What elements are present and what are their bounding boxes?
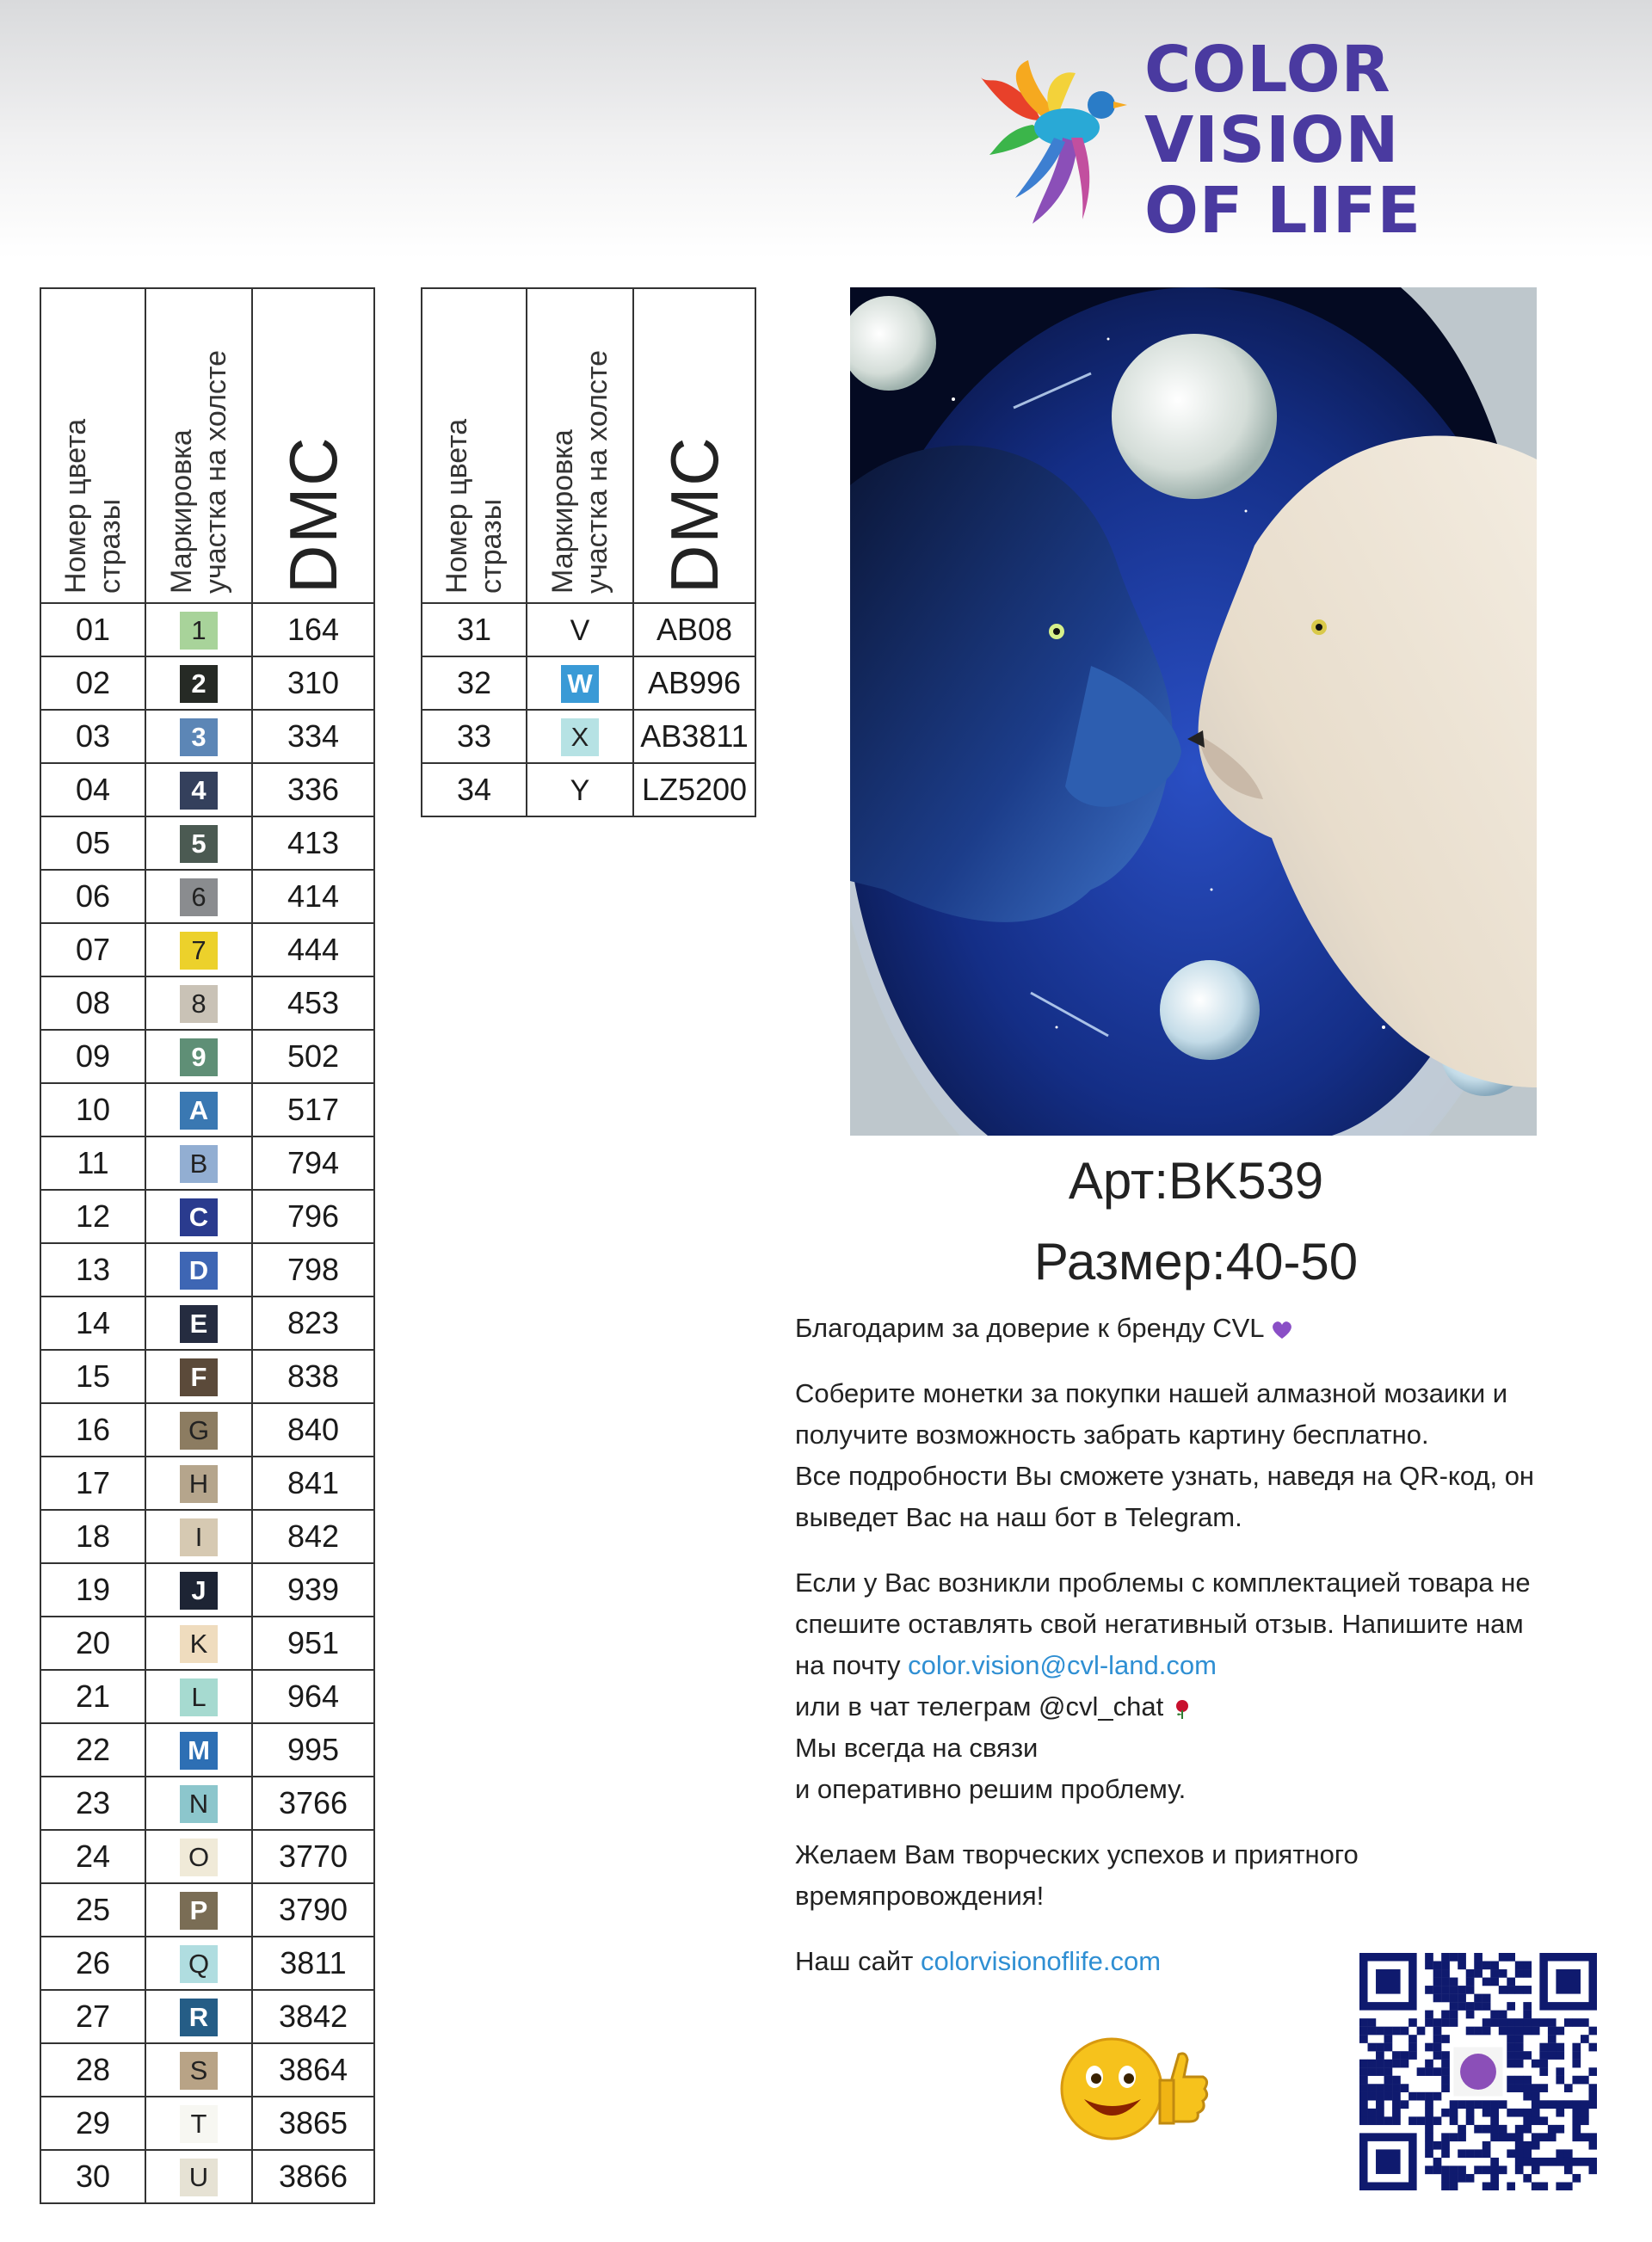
legend-row xyxy=(40,603,374,656)
color-swatch: I xyxy=(180,1518,218,1556)
header-number xyxy=(422,288,527,603)
purple-heart-icon xyxy=(1271,1320,1293,1340)
marking-cell xyxy=(145,923,252,976)
color-swatch: B xyxy=(180,1145,218,1183)
color-number: 15 xyxy=(40,1350,145,1403)
legend-row xyxy=(40,1510,374,1563)
brand-logo xyxy=(981,26,1422,248)
color-number: 24 xyxy=(40,1830,145,1883)
dmc-code: 823 xyxy=(252,1297,374,1350)
legend-row xyxy=(40,2043,374,2097)
legend-row xyxy=(40,1723,374,1777)
color-swatch: 7 xyxy=(180,932,218,970)
issue-line-6: и оперативно решим проблему. xyxy=(795,1774,1187,1804)
dmc-code: 3865 xyxy=(252,2097,374,2150)
marking-cell xyxy=(145,1243,252,1297)
legend-row xyxy=(40,710,374,763)
bird-logo-icon xyxy=(981,52,1127,224)
dmc-code: 3811 xyxy=(252,1937,374,1990)
legend-row xyxy=(40,1243,374,1297)
marking-cell xyxy=(145,1777,252,1830)
issue-line-1: Если у Вас возникли проблемы с комплектацией товара не xyxy=(795,1568,1531,1598)
color-number: 31 xyxy=(422,603,527,656)
info-text xyxy=(795,1308,1621,2006)
marking-cell xyxy=(145,2043,252,2097)
marking-cell xyxy=(145,870,252,923)
marking-cell xyxy=(145,1190,252,1243)
color-swatch: K xyxy=(180,1625,218,1663)
color-swatch: C xyxy=(180,1198,218,1236)
color-number: 11 xyxy=(40,1136,145,1190)
color-swatch: D xyxy=(180,1252,218,1290)
color-swatch: J xyxy=(180,1572,218,1610)
dmc-code: 336 xyxy=(252,763,374,816)
coins-line-1: Соберите монетки за покупки нашей алмазной мозаики и xyxy=(795,1378,1508,1408)
legend-row xyxy=(40,1563,374,1617)
header-marking xyxy=(527,288,633,603)
site-link[interactable]: colorvisionoflife.com xyxy=(920,1946,1162,1976)
color-number: 23 xyxy=(40,1777,145,1830)
color-number: 20 xyxy=(40,1617,145,1670)
color-number: 09 xyxy=(40,1030,145,1083)
color-swatch: 8 xyxy=(180,985,218,1023)
product-image-lions xyxy=(850,287,1537,1136)
marking-cell xyxy=(527,656,633,710)
dmc-code: 414 xyxy=(252,870,374,923)
marking-cell xyxy=(145,2150,252,2203)
header-dmc-text: DMC xyxy=(275,435,351,594)
color-legend-table-right xyxy=(421,287,756,817)
marking-cell xyxy=(145,1350,252,1403)
marking-cell xyxy=(145,1830,252,1883)
header-dmc-text: DMC xyxy=(656,435,732,594)
marking-cell xyxy=(145,1083,252,1136)
marking-cell xyxy=(527,763,633,816)
color-number: 12 xyxy=(40,1190,145,1243)
header-marking-text xyxy=(546,350,614,594)
legend-row xyxy=(40,1136,374,1190)
header-number-line-2: стразы xyxy=(94,498,126,594)
marking-cell xyxy=(145,1937,252,1990)
legend-row xyxy=(40,870,374,923)
legend-row xyxy=(40,1297,374,1350)
dmc-code: 838 xyxy=(252,1350,374,1403)
color-number: 21 xyxy=(40,1670,145,1723)
size-label: Размер:40-50 xyxy=(1033,1233,1359,1290)
header-number-text xyxy=(59,419,127,594)
color-swatch: 9 xyxy=(180,1038,218,1076)
color-number: 16 xyxy=(40,1403,145,1457)
marking-cell xyxy=(145,1617,252,1670)
color-swatch: R xyxy=(180,1999,218,2036)
wish-paragraph xyxy=(795,1834,1621,1917)
issue-line-2: спешите оставлять свой негативный отзыв. Напишите нам xyxy=(795,1609,1524,1639)
header-number-line-1: Номер цвета xyxy=(59,418,92,594)
coins-paragraph xyxy=(795,1373,1621,1538)
color-number: 10 xyxy=(40,1083,145,1136)
marking-cell xyxy=(145,1723,252,1777)
smiley-thumbs-up-icon xyxy=(1058,2029,1213,2149)
color-swatch: E xyxy=(180,1305,218,1343)
color-number: 01 xyxy=(40,603,145,656)
color-number: 18 xyxy=(40,1510,145,1563)
legend-row xyxy=(40,976,374,1030)
wish-line-1: Желаем Вам творческих успехов и приятного xyxy=(795,1839,1359,1869)
coins-line-4: выведет Вас на наш бот в Telegram. xyxy=(795,1502,1242,1532)
color-swatch: L xyxy=(180,1678,218,1716)
issue-line-3-prefix: на почту xyxy=(795,1650,909,1680)
legend-row xyxy=(40,1670,374,1723)
color-swatch: T xyxy=(180,2105,218,2143)
dmc-code: 413 xyxy=(252,816,374,870)
color-swatch: F xyxy=(180,1358,218,1396)
email-link[interactable]: color.vision@cvl-land.com xyxy=(908,1650,1217,1680)
issue-line-5: Мы всегда на связи xyxy=(795,1733,1039,1763)
header-marking-line-1: Маркировка xyxy=(546,429,579,594)
color-number: 17 xyxy=(40,1457,145,1510)
legend-row xyxy=(40,1190,374,1243)
legend-row xyxy=(40,1030,374,1083)
color-swatch: 6 xyxy=(180,878,218,916)
article-number: Арт:BK539 xyxy=(1068,1152,1324,1210)
legend-row xyxy=(40,656,374,710)
color-legend-table-left xyxy=(40,287,375,2204)
dmc-code: 3766 xyxy=(252,1777,374,1830)
color-swatch: W xyxy=(561,665,599,703)
marking-cell xyxy=(145,1510,252,1563)
color-number: 33 xyxy=(422,710,527,763)
color-number: 05 xyxy=(40,816,145,870)
logo-wordmark xyxy=(1144,34,1421,246)
legend-row xyxy=(40,1617,374,1670)
color-number: 32 xyxy=(422,656,527,710)
color-swatch: 2 xyxy=(180,665,218,703)
legend-row xyxy=(40,923,374,976)
header-number xyxy=(40,288,145,603)
header-number-text xyxy=(440,419,509,594)
color-number: 28 xyxy=(40,2043,145,2097)
color-swatch: Q xyxy=(180,1945,218,1983)
color-number: 27 xyxy=(40,1990,145,2043)
logo-line-2: VISION xyxy=(1144,103,1400,177)
header-marking-line-2: участка на холсте xyxy=(200,349,232,594)
site-prefix: Наш сайт xyxy=(795,1946,921,1976)
marking-cell xyxy=(145,976,252,1030)
legend-row xyxy=(40,1350,374,1403)
dmc-code: 517 xyxy=(252,1083,374,1136)
legend-row xyxy=(422,710,755,763)
dmc-code: 310 xyxy=(252,656,374,710)
marking-cell xyxy=(145,1563,252,1617)
dmc-code: AB3811 xyxy=(633,710,755,763)
color-number: 02 xyxy=(40,656,145,710)
color-number: 19 xyxy=(40,1563,145,1617)
marking-cell xyxy=(145,1030,252,1083)
color-number: 14 xyxy=(40,1297,145,1350)
marking-cell xyxy=(145,1670,252,1723)
logo-line-1: COLOR xyxy=(1144,33,1391,107)
header-dmc xyxy=(252,288,374,603)
dmc-code: 3790 xyxy=(252,1883,374,1937)
legend-row xyxy=(422,603,755,656)
marking-cell xyxy=(527,710,633,763)
dmc-code: 334 xyxy=(252,710,374,763)
marking-cell xyxy=(145,1297,252,1350)
color-number: 08 xyxy=(40,976,145,1030)
color-number: 26 xyxy=(40,1937,145,1990)
dmc-code: AB996 xyxy=(633,656,755,710)
color-swatch: 4 xyxy=(180,772,218,810)
color-number: 22 xyxy=(40,1723,145,1777)
marking-cell xyxy=(145,763,252,816)
legend-left-body xyxy=(40,603,374,2203)
color-swatch: 3 xyxy=(180,718,218,756)
color-number: 04 xyxy=(40,763,145,816)
dmc-code: 842 xyxy=(252,1510,374,1563)
dmc-code: 3866 xyxy=(252,2150,374,2203)
logo-line-3: OF LIFE xyxy=(1144,174,1422,248)
dmc-code: 502 xyxy=(252,1030,374,1083)
marking-cell xyxy=(527,603,633,656)
marking-cell xyxy=(145,1403,252,1457)
dmc-code: 798 xyxy=(252,1243,374,1297)
marking-cell xyxy=(145,1883,252,1937)
legend-row xyxy=(40,1937,374,1990)
color-swatch: X xyxy=(561,718,599,756)
color-swatch: N xyxy=(180,1785,218,1823)
legend-right-body xyxy=(422,603,755,816)
legend-row xyxy=(40,2097,374,2150)
color-swatch: P xyxy=(180,1892,218,1930)
marking-cell xyxy=(145,1990,252,2043)
color-number: 07 xyxy=(40,923,145,976)
color-swatch: G xyxy=(180,1412,218,1450)
dmc-code: 841 xyxy=(252,1457,374,1510)
color-swatch: 5 xyxy=(180,825,218,863)
thanks-paragraph xyxy=(795,1308,1621,1349)
legend-row xyxy=(40,1457,374,1510)
color-number: 29 xyxy=(40,2097,145,2150)
legend-row xyxy=(40,816,374,870)
thanks-text: Благодарим за доверие к бренду CVL xyxy=(795,1313,1264,1343)
marking-cell xyxy=(145,656,252,710)
coins-line-2: получите возможность забрать картину бесплатно. xyxy=(795,1420,1429,1450)
color-swatch: 1 xyxy=(180,612,218,650)
legend-row xyxy=(40,1883,374,1937)
header-marking xyxy=(145,288,252,603)
legend-row xyxy=(40,1083,374,1136)
color-number: 13 xyxy=(40,1243,145,1297)
dmc-code: 951 xyxy=(252,1617,374,1670)
legend-row xyxy=(40,1830,374,1883)
color-swatch: A xyxy=(180,1092,218,1130)
marking-cell xyxy=(145,1136,252,1190)
marking-cell xyxy=(145,603,252,656)
marking-cell xyxy=(145,2097,252,2150)
color-swatch: Y xyxy=(570,774,590,807)
marking-cell xyxy=(145,1457,252,1510)
header-marking-line-2: участка на холсте xyxy=(581,349,613,594)
dmc-code: 794 xyxy=(252,1136,374,1190)
legend-row xyxy=(40,1777,374,1830)
legend-row xyxy=(40,2150,374,2203)
coins-line-3: Все подробности Вы сможете узнать, наведя на QR-код, он xyxy=(795,1461,1535,1491)
color-number: 03 xyxy=(40,710,145,763)
color-number: 06 xyxy=(40,870,145,923)
dmc-code: 444 xyxy=(252,923,374,976)
dmc-code: 3864 xyxy=(252,2043,374,2097)
color-swatch: O xyxy=(180,1839,218,1876)
dmc-code: LZ5200 xyxy=(633,763,755,816)
rose-icon xyxy=(1171,1698,1193,1719)
legend-row xyxy=(40,1403,374,1457)
color-number: 25 xyxy=(40,1883,145,1937)
legend-row xyxy=(422,656,755,710)
dmc-code: 939 xyxy=(252,1563,374,1617)
header-marking-line-1: Маркировка xyxy=(165,429,198,594)
dmc-code: 3842 xyxy=(252,1990,374,2043)
legend-row xyxy=(422,763,755,816)
header-dmc xyxy=(633,288,755,603)
marking-cell xyxy=(145,816,252,870)
legend-row xyxy=(40,1990,374,2043)
color-swatch: S xyxy=(180,2052,218,2090)
header-marking-text xyxy=(164,350,233,594)
color-number: 30 xyxy=(40,2150,145,2203)
dmc-code: AB08 xyxy=(633,603,755,656)
color-number: 34 xyxy=(422,763,527,816)
color-swatch: H xyxy=(180,1465,218,1503)
dmc-code: 796 xyxy=(252,1190,374,1243)
issue-line-4: или в чат телеграм @cvl_chat xyxy=(795,1691,1164,1722)
dmc-code: 453 xyxy=(252,976,374,1030)
wish-line-2: времяпровождения! xyxy=(795,1881,1045,1911)
color-swatch: V xyxy=(570,614,590,647)
dmc-code: 964 xyxy=(252,1670,374,1723)
color-swatch: U xyxy=(180,2159,218,2196)
dmc-code: 995 xyxy=(252,1723,374,1777)
issue-paragraph xyxy=(795,1562,1621,1810)
marking-cell xyxy=(145,710,252,763)
color-swatch: M xyxy=(180,1732,218,1770)
header-number-line-1: Номер цвета xyxy=(441,418,473,594)
dmc-code: 3770 xyxy=(252,1830,374,1883)
header-number-line-2: стразы xyxy=(475,498,508,594)
dmc-code: 164 xyxy=(252,603,374,656)
dmc-code: 840 xyxy=(252,1403,374,1457)
qr-code[interactable] xyxy=(1359,1953,1597,2190)
legend-row xyxy=(40,763,374,816)
